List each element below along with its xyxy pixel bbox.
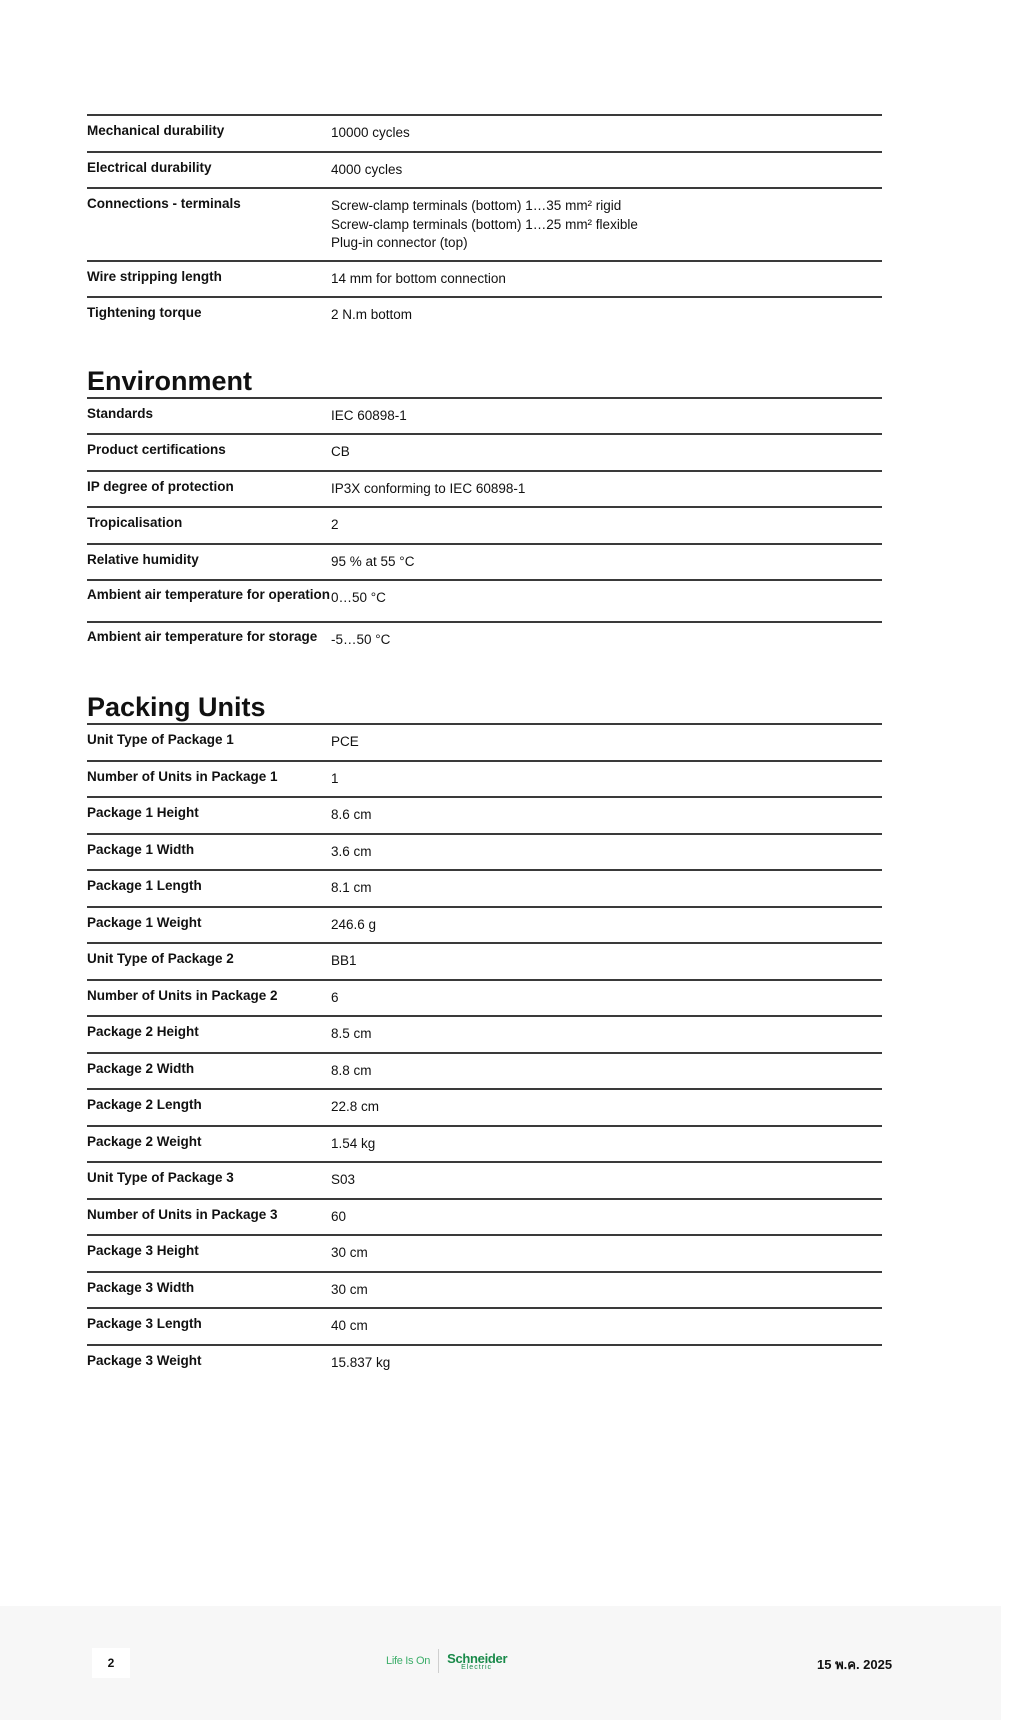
table-row xyxy=(87,187,882,260)
row-label: Tropicalisation xyxy=(87,515,183,530)
table-row xyxy=(87,760,882,797)
table-row xyxy=(87,114,882,151)
row-value: 0…50 °C xyxy=(331,590,386,605)
brand-divider xyxy=(438,1649,439,1673)
row-label: IP degree of protection xyxy=(87,478,234,494)
row-label: Package 1 Weight xyxy=(87,914,202,930)
section-title-environment: Environment xyxy=(87,365,253,396)
row-label: Package 1 Length xyxy=(87,878,202,893)
row-value: 8.8 cm xyxy=(331,1062,372,1078)
row-label: Package 2 Width xyxy=(87,1060,195,1076)
row-value: 30 cm xyxy=(331,1245,368,1260)
row-label: Connections - terminals xyxy=(87,196,241,211)
row-value: 95 % at 55 °C xyxy=(331,553,415,569)
table-row xyxy=(87,433,882,470)
table-row xyxy=(87,1271,882,1308)
row-value: S03 xyxy=(331,1172,356,1187)
row-value: PCE xyxy=(331,734,359,749)
row-value: 4000 cycles xyxy=(331,161,403,177)
row-label: Tightening torque xyxy=(87,305,202,320)
brand-tagline: Life Is On xyxy=(386,1655,431,1667)
table-row xyxy=(87,260,882,297)
spec-table-packing-units xyxy=(87,723,882,1380)
schneider-logo-icon xyxy=(447,1652,507,1671)
table-row xyxy=(87,833,882,870)
row-label: Package 1 Height xyxy=(87,805,199,820)
row-value: 2 xyxy=(331,517,339,532)
row-value: 8.5 cm xyxy=(331,1026,372,1041)
table-row xyxy=(87,470,882,507)
row-value: CB xyxy=(331,444,350,459)
row-value: 10000 cycles xyxy=(331,125,410,140)
row-value: -5…50 °C xyxy=(331,632,391,647)
table-row xyxy=(87,796,882,833)
spec-table-environment xyxy=(87,397,882,664)
row-value: 8.6 cm xyxy=(331,807,372,822)
row-label: Standards xyxy=(87,405,154,421)
row-value: 3.6 cm xyxy=(331,843,372,859)
datasheet-content xyxy=(87,114,882,1380)
row-label: Unit Type of Package 1 xyxy=(87,732,234,747)
row-value: 22.8 cm xyxy=(331,1099,380,1114)
section-title-packing-units: Packing Units xyxy=(87,692,266,722)
table-row xyxy=(87,942,882,979)
row-label: Package 2 Weight xyxy=(87,1133,202,1149)
table-row xyxy=(87,1161,882,1198)
row-value: 8.1 cm xyxy=(331,880,372,895)
table-row xyxy=(87,397,882,434)
row-value: BB1 xyxy=(331,953,357,968)
row-value: Screw-clamp terminals (bottom) 1…35 mm² rigid Screw-clamp terminals (bottom) 1…25 mm² flexible Plug-in connector (top) xyxy=(331,198,638,250)
document-date: 15 พ.ค. 2025 xyxy=(817,1657,893,1672)
table-row xyxy=(87,1125,882,1162)
row-value: 6 xyxy=(331,989,339,1005)
row-label: Package 2 Length xyxy=(87,1097,202,1112)
row-label: Mechanical durability xyxy=(87,123,225,138)
table-row xyxy=(87,906,882,943)
row-label: Wire stripping length xyxy=(87,268,222,284)
page-footer xyxy=(0,1606,1001,1720)
row-label: Electrical durability xyxy=(87,159,212,175)
table-row xyxy=(87,543,882,580)
row-label: Unit Type of Package 3 xyxy=(87,1170,234,1185)
brand-sub: Electric xyxy=(461,1663,493,1671)
table-row xyxy=(87,1234,882,1271)
row-value: 30 cm xyxy=(331,1281,368,1297)
table-row xyxy=(87,296,882,333)
row-value: 15.837 kg xyxy=(331,1354,391,1370)
brand-name: Schneider xyxy=(447,1650,508,1666)
row-label: Package 3 Width xyxy=(87,1279,195,1295)
row-value: 246.6 g xyxy=(331,916,377,932)
table-row xyxy=(87,579,882,621)
row-label: Ambient air temperature for storage xyxy=(87,629,318,644)
table-row xyxy=(87,506,882,543)
row-label: Package 3 Height xyxy=(87,1243,199,1258)
page-number: 2 xyxy=(92,1648,130,1678)
row-label: Package 2 Height xyxy=(87,1024,199,1039)
table-row xyxy=(87,1198,882,1235)
row-label: Ambient air temperature for operation xyxy=(87,587,331,602)
row-label: Package 1 Width xyxy=(87,841,195,857)
row-value: 14 mm for bottom connection xyxy=(331,270,506,286)
row-label: Relative humidity xyxy=(87,551,199,567)
row-value: 40 cm xyxy=(331,1318,368,1333)
table-row xyxy=(87,869,882,906)
spec-table-mechanical xyxy=(87,114,882,333)
row-value: 60 xyxy=(331,1208,347,1224)
row-label: Unit Type of Package 2 xyxy=(87,951,234,966)
row-value: 1.54 kg xyxy=(331,1135,376,1151)
row-label: Number of Units in Package 3 xyxy=(87,1206,278,1222)
row-label: Number of Units in Package 1 xyxy=(87,768,278,784)
table-row xyxy=(87,1307,882,1344)
row-label: Number of Units in Package 2 xyxy=(87,987,278,1003)
table-row xyxy=(87,979,882,1016)
row-value: IEC 60898-1 xyxy=(331,407,407,423)
table-row xyxy=(87,1344,882,1381)
table-row xyxy=(87,1088,882,1125)
table-row xyxy=(87,1015,882,1052)
table-row xyxy=(87,621,882,663)
row-value: IP3X conforming to IEC 60898-1 xyxy=(331,480,526,496)
row-label: Product certifications xyxy=(87,442,226,457)
table-row xyxy=(87,723,882,760)
table-row xyxy=(87,151,882,188)
brand-logo xyxy=(386,1646,507,1676)
row-value: 1 xyxy=(331,770,339,786)
table-row xyxy=(87,1052,882,1089)
row-value: 2 N.m bottom xyxy=(331,307,413,322)
row-label: Package 3 Weight xyxy=(87,1352,202,1368)
row-label: Package 3 Length xyxy=(87,1316,202,1331)
